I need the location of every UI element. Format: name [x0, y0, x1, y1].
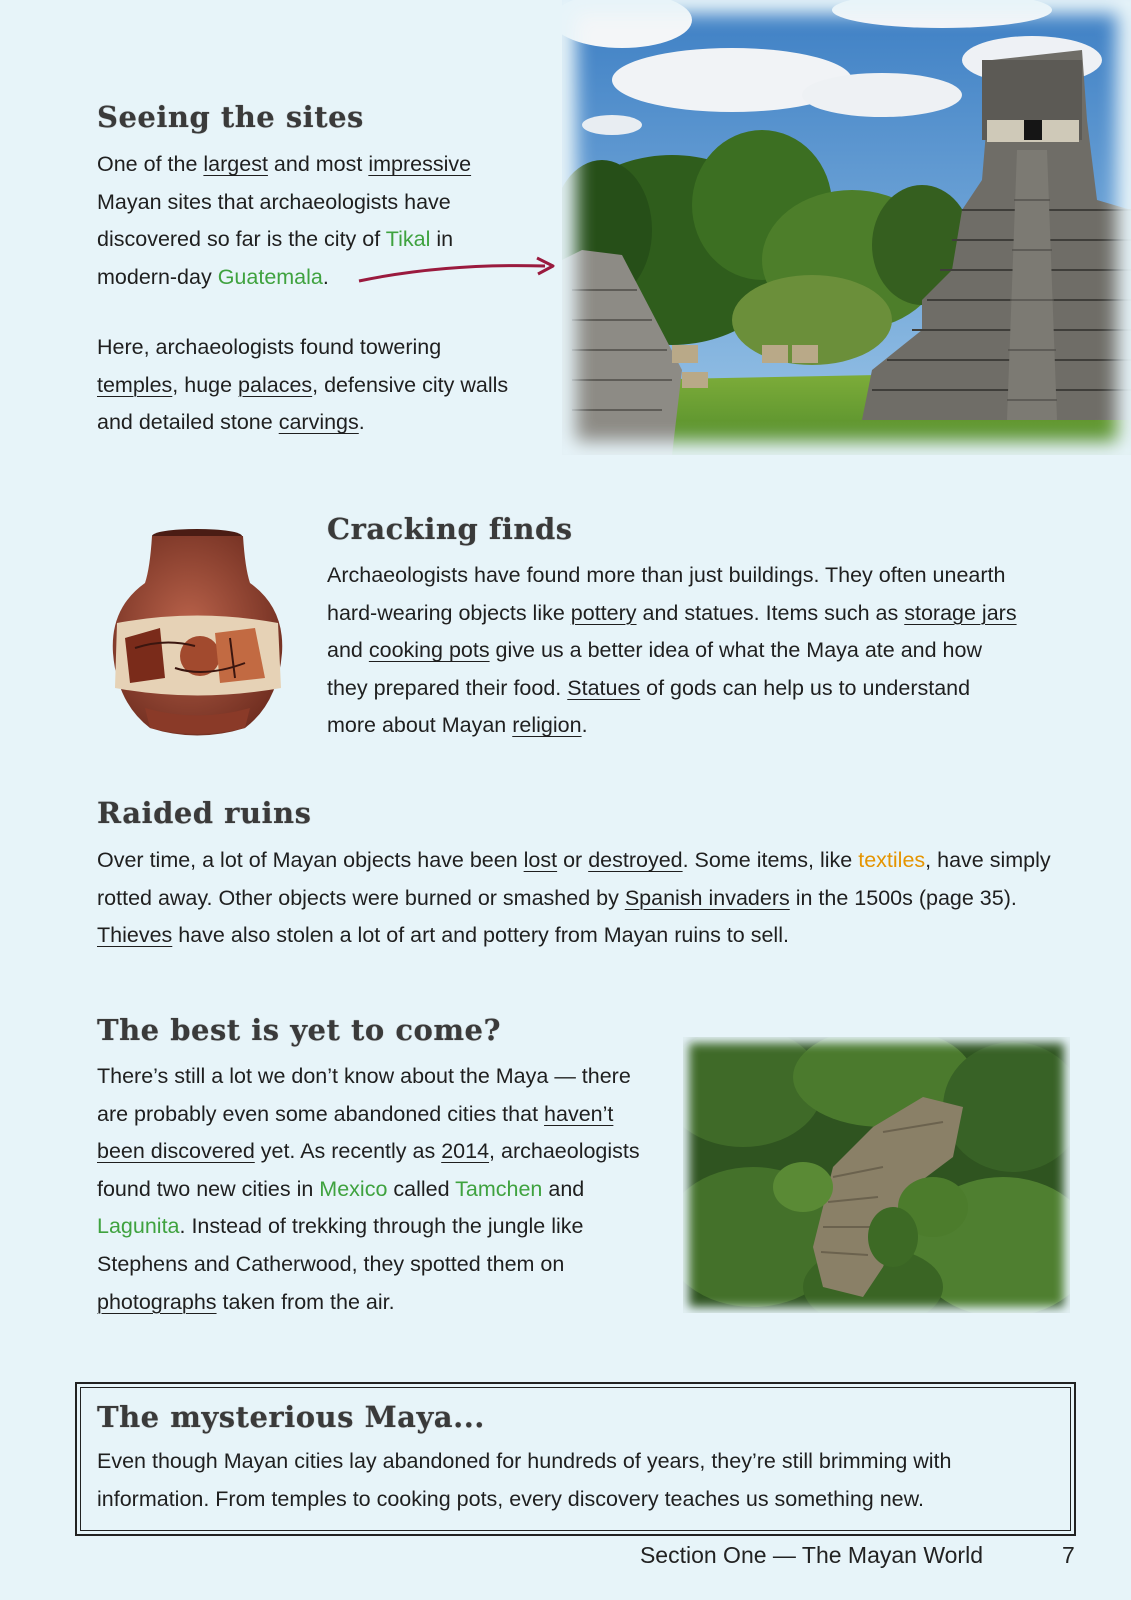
seeing-sites-paragraph-1: One of the largest and most impressive Mayan sites that archaeologists have discovered so far is the city of Tikal in modern-day Guatemala. — [97, 152, 472, 289]
tikal-temple-photo — [562, 0, 1131, 455]
key-term: Thieves — [97, 923, 173, 948]
key-term: Spanish invaders — [624, 885, 790, 910]
place-name: Guatemala — [217, 264, 323, 289]
place-name: Mexico — [319, 1176, 388, 1201]
key-term: haven’t been discovered — [97, 1101, 614, 1164]
place-name: Tamchen — [455, 1176, 543, 1201]
key-term: storage jars — [904, 600, 1017, 625]
key-term: destroyed — [588, 848, 683, 872]
mayan-pot-photo — [105, 528, 290, 740]
highlight-term: textiles — [858, 848, 926, 872]
best-yet-paragraph: There’s still a lot we don’t know about the Maya — there are probably even some abandoned cities that haven’t been discovered yet. As recently as 2014, archaeologists found two new cities in Mexico called Tamchen and Lagunita. Instead of trekking through the jungle like Stephens and Catherwood, they spotted them on photographs taken from the air. — [97, 1064, 640, 1314]
heading-mysterious-maya: The mysterious Maya... — [97, 1400, 485, 1434]
pointer-arrow — [355, 255, 565, 295]
heading-cracking-finds: Cracking finds — [327, 512, 573, 546]
footer-section-title: Section One — The Mayan World — [639, 1542, 983, 1568]
jungle-ruins-aerial-photo — [683, 1037, 1070, 1313]
key-term: impressive — [368, 152, 472, 176]
key-term: photographs — [97, 1289, 217, 1314]
key-term: pottery — [570, 600, 637, 625]
key-term: religion — [512, 713, 582, 738]
heading-seeing-the-sites: Seeing the sites — [97, 100, 364, 134]
key-term: Statues — [567, 675, 641, 700]
seeing-sites-paragraph-2: Here, archaeologists found towering temples, huge palaces, defensive city walls and detailed stone carvings. — [97, 335, 509, 435]
raided-ruins-paragraph: Over time, a lot of Mayan objects have been lost or destroyed. Some items, like textiles, have simply rotted away. Other objects were burned or smashed by Spanish invaders in the 1500s (page 35). Thieves have also stolen a lot of art and pottery from Mayan ruins to sell. — [97, 848, 1051, 948]
place-name: Lagunita — [97, 1214, 180, 1239]
summary-box — [75, 1382, 1076, 1536]
key-term: lost — [523, 848, 558, 872]
key-term: temples — [97, 372, 173, 397]
key-term: 2014 — [441, 1139, 490, 1164]
heading-raided-ruins: Raided ruins — [97, 796, 312, 830]
key-term: palaces — [238, 372, 313, 397]
summary-text: Even though Mayan cities lay abandoned for hundreds of years, they’re still brimming with information. From temples to cooking pots, every discovery teaches us something new. — [97, 1449, 952, 1511]
cracking-finds-paragraph: Archaeologists have found more than just buildings. They often unearth hard-wearing objects like pottery and statues. Items such as storage jars and cooking pots give us a better idea of what the Maya ate and how they prepared their food. Statues of gods can help us to understand more about Mayan religion. — [327, 563, 1017, 738]
key-term: carvings — [278, 410, 359, 435]
page-number: 7 — [1062, 1542, 1075, 1568]
key-term: largest — [203, 152, 268, 176]
heading-best-yet-to-come: The best is yet to come? — [97, 1013, 501, 1047]
place-name: Tikal — [385, 227, 431, 252]
key-term: cooking pots — [368, 638, 490, 663]
